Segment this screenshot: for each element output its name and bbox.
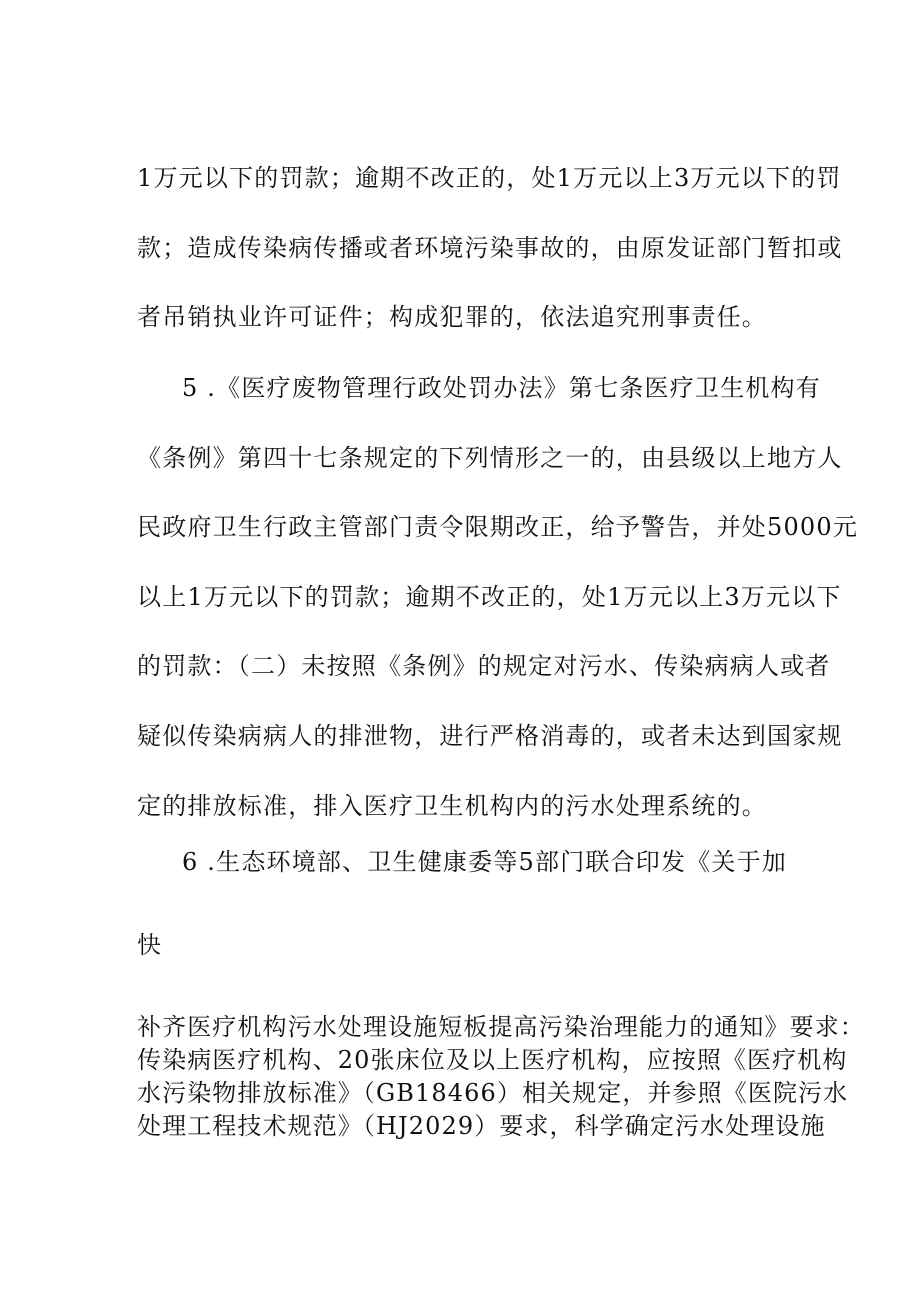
paragraph-5-line-5: 的罚款：（二）未按照《条例》的规定对污水、传染病病人或者	[137, 652, 831, 680]
paragraph-5-line-6: 疑似传染病病人的排泄物，进行严格消毒的，或者未达到国家规	[137, 722, 843, 750]
paragraph-6-line-4: 传染病医疗机构、20张床位及以上医疗机构，应按照《医疗机构	[137, 1046, 848, 1074]
paragraph-5-line-1: 5 .《医疗废物管理行政处罚办法》第七条医疗卫生机构有	[182, 374, 821, 402]
paragraph-5-line-2: 《条例》第四十七条规定的下列情形之一的，由县级以上地方人	[137, 444, 843, 472]
text-line-3: 者吊销执业许可证件；构成犯罪的，依法追究刑事责任。	[137, 303, 767, 331]
paragraph-6-line-3: 补齐医疗机构污水处理设施短板提高污染治理能力的通知》要求：	[137, 1013, 865, 1041]
text-line-2: 款；造成传染病传播或者环境污染事故的，由原发证部门暂扣或	[137, 234, 843, 262]
paragraph-5-line-4: 以上1万元以下的罚款；逾期不改正的，处1万元以上3万元以下	[137, 583, 842, 611]
paragraph-5-line-7: 定的排放标准，排入医疗卫生机构内的污水处理系统的。	[137, 792, 767, 820]
paragraph-6-line-6: 处理工程技术规范》（HJ2029）要求，科学确定污水处理设施	[137, 1112, 826, 1140]
paragraph-5-line-3: 民政府卫生行政主管部门责令限期改正，给予警告，并处5000元	[137, 513, 859, 541]
text-line-1: 1万元以下的罚款；逾期不改正的，处1万元以上3万元以下的罚	[137, 164, 842, 192]
paragraph-6-line-5: 水污染物排放标准》（GB18466）相关规定，并参照《医院污水	[137, 1079, 849, 1107]
paragraph-6-line-1: 6 .生态环境部、卫生健康委等5部门联合印发《关于加	[182, 848, 787, 876]
paragraph-6-line-2: 快	[137, 931, 163, 959]
